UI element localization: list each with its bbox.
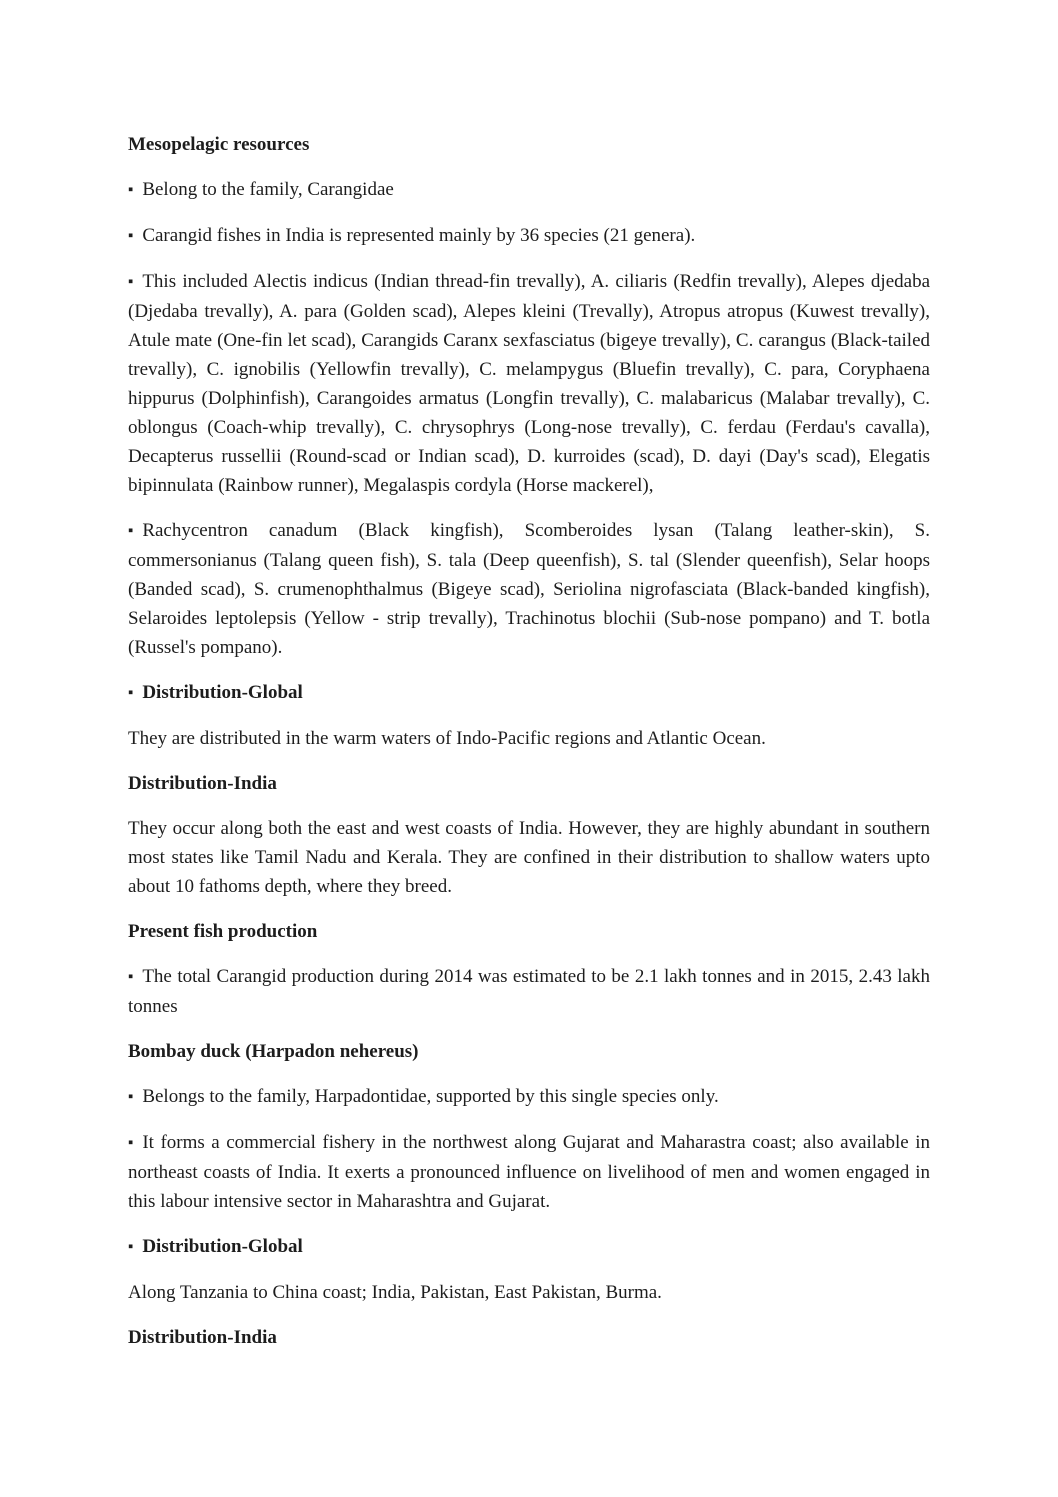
section-heading-bombay-duck bbox=[128, 1037, 930, 1066]
bullet-icon: ▪ bbox=[128, 1239, 134, 1255]
paragraph-text: The total Carangid production during 2014 was estimated to be 2.1 lakh tonnes and in 2015, 2.43 lakh tonnes bbox=[128, 966, 930, 1017]
heading-text: Distribution-Global bbox=[142, 682, 303, 703]
bullet-icon: ▪ bbox=[128, 1135, 134, 1151]
paragraph-text: They occur along both the east and west coasts of India. However, they are highly abundant in southern most states like Tamil Nadu and Kerala. They are confined in their distribution to shallow waters upto about 10 fathoms depth, where they breed. bbox=[128, 818, 930, 897]
bullet-item-species-count bbox=[128, 221, 930, 251]
section-heading-present-fish-production bbox=[128, 917, 930, 946]
section-heading-distribution-india-2 bbox=[128, 1323, 930, 1352]
paragraph-global-distribution bbox=[128, 724, 930, 753]
paragraph-text: They are distributed in the warm waters of Indo-Pacific regions and Atlantic Ocean. bbox=[128, 728, 766, 749]
heading-text: Distribution-Global bbox=[142, 1236, 303, 1257]
bullet-icon: ▪ bbox=[128, 182, 134, 198]
paragraph-text: Rachycentron canadum (Black kingfish), Scomberoides lysan (Talang leather-skin), S. commersonianus (Talang queen fish), S. tala (Deep queenfish), S. tal (Slender queenfish), Selar hoops (Banded scad), S. crumenophthalmus (Bigeye scad), Seriolina nigrofasciata (Black-banded kingfish), Selaroides leptolepsis (Yellow - strip trevally), Trachinotus blochii (Sub-nose pompano) and T. botla (Russel's pompano). bbox=[128, 520, 930, 658]
paragraph-text: Along Tanzania to China coast; India, Pakistan, East Pakistan, Burma. bbox=[128, 1282, 662, 1303]
bullet-heading-distribution-global-2 bbox=[128, 1232, 930, 1262]
bullet-icon: ▪ bbox=[128, 1089, 134, 1105]
bullet-text: Carangid fishes in India is represented mainly by 36 species (21 genera). bbox=[142, 225, 696, 246]
paragraph-tanzania-china bbox=[128, 1278, 930, 1307]
bullet-icon: ▪ bbox=[128, 274, 134, 290]
bullet-icon: ▪ bbox=[128, 228, 134, 244]
paragraph-text: It forms a commercial fishery in the northwest along Gujarat and Maharastra coast; also available in northeast coasts of India. It exerts a pronounced influence on livelihood of men and women engaged in this labour intensive sector in Maharashtra and Gujarat. bbox=[128, 1132, 930, 1212]
bullet-item-family bbox=[128, 175, 930, 205]
section-heading-distribution-india-1 bbox=[128, 769, 930, 798]
heading-text: Mesopelagic resources bbox=[128, 134, 310, 155]
section-heading-mesopelagic bbox=[128, 130, 930, 159]
heading-text: Distribution-India bbox=[128, 1327, 277, 1348]
bullet-paragraph-species-list-2 bbox=[128, 516, 930, 662]
heading-text: Distribution-India bbox=[128, 773, 277, 794]
bullet-icon: ▪ bbox=[128, 523, 134, 539]
bullet-item-harpadontidae bbox=[128, 1082, 930, 1112]
bullet-paragraph-species-list-1 bbox=[128, 267, 930, 500]
bullet-icon: ▪ bbox=[128, 685, 134, 701]
paragraph-india-distribution bbox=[128, 814, 930, 901]
bullet-text: Belong to the family, Carangidae bbox=[142, 179, 394, 200]
heading-text: Present fish production bbox=[128, 921, 318, 942]
bullet-paragraph-production bbox=[128, 962, 930, 1021]
bullet-heading-distribution-global-1 bbox=[128, 678, 930, 708]
bullet-paragraph-commercial-fishery bbox=[128, 1128, 930, 1216]
bullet-text: Belongs to the family, Harpadontidae, supported by this single species only. bbox=[142, 1086, 719, 1107]
paragraph-text: This included Alectis indicus (Indian thread-fin trevally), A. ciliaris (Redfin trevally), Alepes djedaba (Djedaba trevally), A. para (Golden scad), Alepes kleini (Trevally), Atropus atropus (Kuwest trevally), Atule mate (One-fin let scad), Carangids Caranx sexfasciatus (bigeye trevally), C. carangus (Black-tailed trevally), C. ignobilis (Yellowfin trevally), C. melampygus (Bluefin trevally), C. para, Coryphaena hippurus (Dolphinfish), Carangoides armatus (Longfin trevally), C. malabaricus (Malabar trevally), C. oblongus (Coach-whip trevally), C. chrysophrys (Long-nose trevally), C. ferdau (Ferdau's cavalla), Decapterus russellii (Round-scad or Indian scad), D. kurroides (scad), D. dayi (Day's scad), Elegatis bipinnulata (Rainbow runner), Megalaspis cordyla (Horse mackerel), bbox=[128, 271, 930, 496]
bullet-icon: ▪ bbox=[128, 969, 134, 985]
heading-text: Bombay duck (Harpadon nehereus) bbox=[128, 1041, 419, 1062]
